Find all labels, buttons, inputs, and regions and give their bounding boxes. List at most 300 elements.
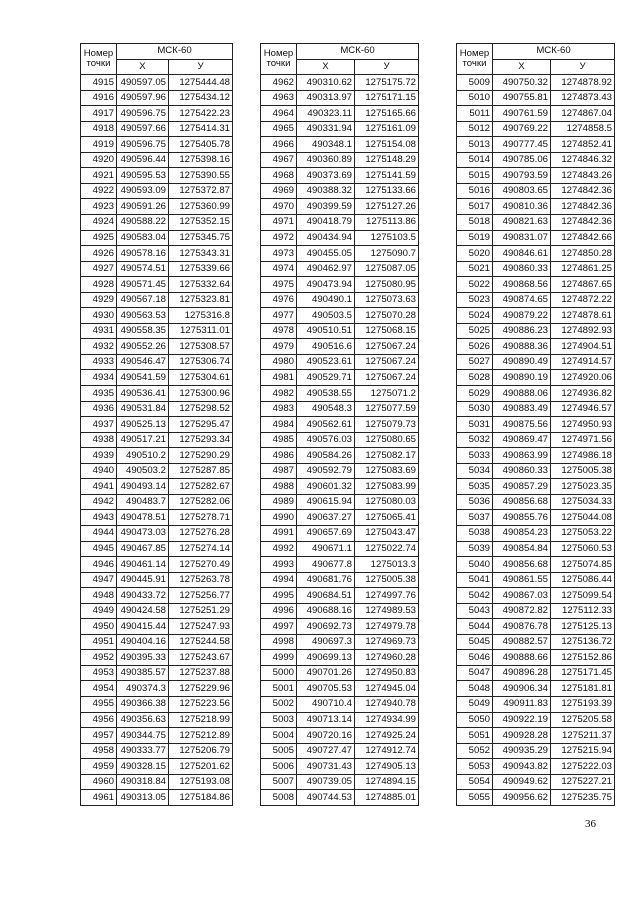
point-number-cell: 5017 <box>457 199 493 215</box>
point-number-cell: 4964 <box>261 106 297 122</box>
point-number-cell: 4972 <box>261 230 297 246</box>
x-coordinate-cell: 490597.66 <box>117 121 169 137</box>
y-coordinate-cell: 1275360.99 <box>169 199 233 215</box>
y-coordinate-cell: 1275390.55 <box>169 168 233 184</box>
y-coordinate-cell: 1275306.74 <box>169 354 233 370</box>
y-coordinate-cell: 1274878.61 <box>551 308 615 324</box>
y-coordinate-cell: 1275212.89 <box>169 728 233 744</box>
table-row <box>261 354 419 370</box>
y-coordinate-cell: 1275205.58 <box>551 712 615 728</box>
x-coordinate-cell: 490872.82 <box>493 603 551 619</box>
x-coordinate-cell: 490385.57 <box>117 665 169 681</box>
y-coordinate-cell: 1275434.12 <box>169 90 233 106</box>
x-coordinate-cell: 490424.58 <box>117 603 169 619</box>
x-coordinate-cell: 490727.47 <box>297 743 355 759</box>
y-coordinate-cell: 1274925.24 <box>355 728 419 744</box>
y-coordinate-cell: 1275372.87 <box>169 183 233 199</box>
table-row <box>457 712 615 728</box>
table-row <box>81 557 233 573</box>
x-coordinate-cell: 490323.11 <box>297 106 355 122</box>
table-row <box>81 183 233 199</box>
x-coordinate-cell: 490875.56 <box>493 417 551 433</box>
table-row <box>457 401 615 417</box>
y-coordinate-cell: 1275251.29 <box>169 603 233 619</box>
y-coordinate-cell: 1275067.24 <box>355 370 419 386</box>
y-coordinate-cell: 1275193.08 <box>169 774 233 790</box>
y-coordinate-cell: 1275175.72 <box>355 75 419 91</box>
y-coordinate-cell: 1274843.26 <box>551 168 615 184</box>
x-coordinate-cell: 490854.23 <box>493 525 551 541</box>
point-number-cell: 5033 <box>457 448 493 464</box>
x-coordinate-cell: 490593.09 <box>117 183 169 199</box>
x-coordinate-cell: 490896.28 <box>493 665 551 681</box>
table-row <box>261 121 419 137</box>
table-row <box>261 650 419 666</box>
point-number-cell: 4958 <box>81 743 117 759</box>
x-coordinate-cell: 490750.32 <box>493 75 551 91</box>
x-coordinate-cell: 490949.62 <box>493 774 551 790</box>
x-coordinate-cell: 490503.5 <box>297 308 355 324</box>
table-row <box>457 696 615 712</box>
table-row <box>457 386 615 402</box>
y-coordinate-cell: 1275270.49 <box>169 557 233 573</box>
x-coordinate-cell: 490529.71 <box>297 370 355 386</box>
point-number-cell: 4951 <box>81 634 117 650</box>
point-number-cell: 5044 <box>457 619 493 635</box>
y-coordinate-cell: 1275193.39 <box>551 696 615 712</box>
y-coordinate-cell: 1274914.57 <box>551 354 615 370</box>
x-coordinate-cell: 490461.14 <box>117 557 169 573</box>
point-number-cell: 5030 <box>457 401 493 417</box>
y-coordinate-cell: 1274861.25 <box>551 261 615 277</box>
table-row <box>457 494 615 510</box>
table-row <box>81 572 233 588</box>
y-coordinate-cell: 1275223.56 <box>169 696 233 712</box>
x-coordinate-cell: 490595.53 <box>117 168 169 184</box>
y-coordinate-cell: 1275211.37 <box>551 728 615 744</box>
table-row <box>81 277 233 293</box>
point-number-cell: 4994 <box>261 572 297 588</box>
table-row <box>81 215 233 231</box>
point-number-cell: 4986 <box>261 448 297 464</box>
x-coordinate-cell: 490548.3 <box>297 401 355 417</box>
x-coordinate-cell: 490455.05 <box>297 246 355 262</box>
point-number-cell: 5010 <box>457 90 493 106</box>
table-row <box>261 712 419 728</box>
point-number-cell: 5013 <box>457 137 493 153</box>
point-number-cell: 5040 <box>457 557 493 573</box>
point-number-cell: 4962 <box>261 75 297 91</box>
table-row <box>457 572 615 588</box>
x-coordinate-cell: 490415.44 <box>117 619 169 635</box>
y-coordinate-cell: 1275053.22 <box>551 525 615 541</box>
point-number-cell: 4943 <box>81 510 117 526</box>
x-coordinate-cell: 490684.51 <box>297 588 355 604</box>
point-number-cell: 4980 <box>261 354 297 370</box>
y-coordinate-cell: 1275304.61 <box>169 370 233 386</box>
point-number-cell: 5029 <box>457 386 493 402</box>
table-row <box>457 75 615 91</box>
y-coordinate-cell: 1275083.69 <box>355 463 419 479</box>
x-coordinate-cell: 490467.85 <box>117 541 169 557</box>
y-coordinate-cell: 1275235.75 <box>551 790 615 806</box>
x-coordinate-cell: 490860.33 <box>493 463 551 479</box>
point-number-cell: 4956 <box>81 712 117 728</box>
y-coordinate-cell: 1274960.28 <box>355 650 419 666</box>
x-coordinate-cell: 490562.61 <box>297 417 355 433</box>
table-row <box>261 75 419 91</box>
table-row <box>261 230 419 246</box>
point-number-cell: 5054 <box>457 774 493 790</box>
x-coordinate-cell: 490888.66 <box>493 650 551 666</box>
table-row <box>81 308 233 324</box>
table-row <box>261 323 419 339</box>
point-number-cell: 5028 <box>457 370 493 386</box>
point-number-cell: 4937 <box>81 417 117 433</box>
point-number-cell: 4970 <box>261 199 297 215</box>
point-number-cell: 5025 <box>457 323 493 339</box>
table-row <box>261 308 419 324</box>
y-coordinate-cell: 1275256.77 <box>169 588 233 604</box>
point-number-cell: 5048 <box>457 681 493 697</box>
point-number-cell: 4934 <box>81 370 117 386</box>
x-coordinate-cell: 490510.51 <box>297 323 355 339</box>
header-point-number <box>261 44 297 75</box>
y-coordinate-cell: 1275022.74 <box>355 541 419 557</box>
table-row <box>81 339 233 355</box>
y-coordinate-cell: 1274892.93 <box>551 323 615 339</box>
point-number-cell: 4923 <box>81 199 117 215</box>
point-number-cell: 4944 <box>81 525 117 541</box>
point-number-cell: 4987 <box>261 463 297 479</box>
x-coordinate-cell: 490313.97 <box>297 90 355 106</box>
x-coordinate-cell: 490525.13 <box>117 417 169 433</box>
point-number-cell: 4991 <box>261 525 297 541</box>
x-coordinate-cell: 490803.65 <box>493 183 551 199</box>
y-coordinate-cell: 1275127.26 <box>355 199 419 215</box>
y-coordinate-cell: 1275295.47 <box>169 417 233 433</box>
table-row <box>261 696 419 712</box>
table-row <box>261 634 419 650</box>
y-coordinate-cell: 1275352.15 <box>169 215 233 231</box>
y-coordinate-cell: 1275086.44 <box>551 572 615 588</box>
y-coordinate-cell: 1274872.22 <box>551 292 615 308</box>
x-coordinate-cell: 490883.49 <box>493 401 551 417</box>
table-row <box>261 681 419 697</box>
table-row <box>261 448 419 464</box>
y-coordinate-cell: 1274858.5 <box>551 121 615 137</box>
table-row <box>81 199 233 215</box>
x-coordinate-cell: 490597.05 <box>117 75 169 91</box>
table-row <box>81 75 233 91</box>
x-coordinate-cell: 490591.26 <box>117 199 169 215</box>
x-coordinate-cell: 490517.21 <box>117 432 169 448</box>
x-coordinate-cell: 490574.51 <box>117 261 169 277</box>
y-coordinate-cell: 1275034.33 <box>551 494 615 510</box>
point-number-cell: 4930 <box>81 308 117 324</box>
y-coordinate-cell: 1275080.95 <box>355 277 419 293</box>
point-number-cell: 4924 <box>81 215 117 231</box>
x-coordinate-cell: 490857.29 <box>493 479 551 495</box>
y-coordinate-cell: 1275043.47 <box>355 525 419 541</box>
x-coordinate-cell: 490831.07 <box>493 230 551 246</box>
point-number-cell: 5034 <box>457 463 493 479</box>
y-coordinate-cell: 1274850.28 <box>551 246 615 262</box>
y-coordinate-cell: 1274904.51 <box>551 339 615 355</box>
point-number-cell: 4925 <box>81 230 117 246</box>
point-number-cell: 4995 <box>261 588 297 604</box>
point-number-cell: 4968 <box>261 168 297 184</box>
x-coordinate-cell: 490433.72 <box>117 588 169 604</box>
point-number-cell: 5049 <box>457 696 493 712</box>
y-coordinate-cell: 1275077.59 <box>355 401 419 417</box>
table-row <box>81 432 233 448</box>
point-number-cell: 5020 <box>457 246 493 262</box>
x-coordinate-cell: 490596.75 <box>117 137 169 153</box>
coordinates-table-3 <box>456 43 615 806</box>
x-coordinate-cell: 490928.28 <box>493 728 551 744</box>
x-coordinate-cell: 490856.68 <box>493 557 551 573</box>
point-number-cell: 4993 <box>261 557 297 573</box>
x-coordinate-cell: 490854.84 <box>493 541 551 557</box>
table-row <box>81 261 233 277</box>
y-coordinate-cell: 1274997.76 <box>355 588 419 604</box>
table-row <box>81 168 233 184</box>
header-point-label: точки <box>266 58 291 70</box>
y-coordinate-cell: 1275112.33 <box>551 603 615 619</box>
header-number-label: Номер <box>83 48 114 60</box>
x-coordinate-cell: 490310.62 <box>297 75 355 91</box>
point-number-cell: 4973 <box>261 246 297 262</box>
coordinates-table-1 <box>80 43 233 806</box>
x-coordinate-cell: 490473.03 <box>117 525 169 541</box>
table-row <box>457 199 615 215</box>
y-coordinate-cell: 1275152.86 <box>551 650 615 666</box>
y-coordinate-cell: 1275300.96 <box>169 386 233 402</box>
y-coordinate-cell: 1275243.67 <box>169 650 233 666</box>
table-row <box>457 308 615 324</box>
y-coordinate-cell: 1275222.03 <box>551 759 615 775</box>
x-coordinate-cell: 490395.33 <box>117 650 169 666</box>
table-row <box>81 370 233 386</box>
point-number-cell: 5035 <box>457 479 493 495</box>
y-coordinate-cell: 1275133.66 <box>355 183 419 199</box>
y-coordinate-cell: 1275083.99 <box>355 479 419 495</box>
table-row <box>457 432 615 448</box>
point-number-cell: 5045 <box>457 634 493 650</box>
x-coordinate-cell: 490810.36 <box>493 199 551 215</box>
table-row <box>81 696 233 712</box>
y-coordinate-cell: 1274989.53 <box>355 603 419 619</box>
table-row <box>457 261 615 277</box>
x-coordinate-cell: 490373.69 <box>297 168 355 184</box>
y-coordinate-cell: 1274867.04 <box>551 106 615 122</box>
point-number-cell: 5042 <box>457 588 493 604</box>
table-row <box>457 759 615 775</box>
table-row <box>81 619 233 635</box>
table-row <box>261 277 419 293</box>
x-coordinate-cell: 490868.56 <box>493 277 551 293</box>
y-coordinate-cell: 1274969.73 <box>355 634 419 650</box>
table-row <box>457 603 615 619</box>
point-number-cell: 4922 <box>81 183 117 199</box>
point-number-cell: 4928 <box>81 277 117 293</box>
y-coordinate-cell: 1275071.2 <box>355 386 419 402</box>
x-coordinate-cell: 490879.22 <box>493 308 551 324</box>
table-row <box>81 712 233 728</box>
table-row <box>81 790 233 806</box>
point-number-cell: 5014 <box>457 152 493 168</box>
point-number-cell: 4977 <box>261 308 297 324</box>
x-coordinate-cell: 490692.73 <box>297 619 355 635</box>
point-number-cell: 5050 <box>457 712 493 728</box>
y-coordinate-cell: 1275414.31 <box>169 121 233 137</box>
table-row <box>261 168 419 184</box>
point-number-cell: 4926 <box>81 246 117 262</box>
y-coordinate-cell: 1274936.82 <box>551 386 615 402</box>
x-coordinate-cell: 490601.32 <box>297 479 355 495</box>
x-coordinate-cell: 490688.16 <box>297 603 355 619</box>
header-coordinate-system: МСК-60 <box>117 44 233 60</box>
x-coordinate-cell: 490935.29 <box>493 743 551 759</box>
table-row <box>261 432 419 448</box>
x-coordinate-cell: 490576.03 <box>297 432 355 448</box>
x-coordinate-cell: 490855.76 <box>493 510 551 526</box>
header-coordinate-system: МСК-60 <box>297 44 419 60</box>
point-number-cell: 5053 <box>457 759 493 775</box>
x-coordinate-cell: 490882.57 <box>493 634 551 650</box>
table-row <box>457 292 615 308</box>
x-coordinate-cell: 490657.69 <box>297 525 355 541</box>
y-coordinate-cell: 1275013.3 <box>355 557 419 573</box>
table-row <box>457 510 615 526</box>
x-coordinate-cell: 490356.63 <box>117 712 169 728</box>
y-coordinate-cell: 1274852.41 <box>551 137 615 153</box>
point-number-cell: 5026 <box>457 339 493 355</box>
point-number-cell: 5023 <box>457 292 493 308</box>
x-coordinate-cell: 490956.62 <box>493 790 551 806</box>
y-coordinate-cell: 1274842.36 <box>551 183 615 199</box>
table-row <box>457 323 615 339</box>
x-coordinate-cell: 490523.61 <box>297 354 355 370</box>
x-coordinate-cell: 490888.36 <box>493 339 551 355</box>
point-number-cell: 5055 <box>457 790 493 806</box>
x-coordinate-cell: 490567.18 <box>117 292 169 308</box>
page-number: 36 <box>585 818 596 830</box>
table-row <box>261 557 419 573</box>
point-number-cell: 4963 <box>261 90 297 106</box>
y-coordinate-cell: 1275282.67 <box>169 479 233 495</box>
table-row <box>81 448 233 464</box>
table-row <box>261 525 419 541</box>
point-number-cell: 4947 <box>81 572 117 588</box>
point-number-cell: 4931 <box>81 323 117 339</box>
x-coordinate-cell: 490922.19 <box>493 712 551 728</box>
point-number-cell: 5016 <box>457 183 493 199</box>
table-row <box>457 463 615 479</box>
x-coordinate-cell: 490360.89 <box>297 152 355 168</box>
table-row <box>457 90 615 106</box>
table-row <box>261 463 419 479</box>
point-number-cell: 4921 <box>81 168 117 184</box>
coordinates-table-2 <box>260 43 419 806</box>
x-coordinate-cell: 490546.47 <box>117 354 169 370</box>
y-coordinate-cell: 1274894.15 <box>355 774 419 790</box>
table-row <box>81 386 233 402</box>
table-row <box>457 354 615 370</box>
point-number-cell: 4917 <box>81 106 117 122</box>
table-row <box>261 261 419 277</box>
table-row <box>261 510 419 526</box>
point-number-cell: 4983 <box>261 401 297 417</box>
table-row <box>457 650 615 666</box>
point-number-cell: 5012 <box>457 121 493 137</box>
x-coordinate-cell: 490701.26 <box>297 665 355 681</box>
table-row <box>81 246 233 262</box>
y-coordinate-cell: 1275136.72 <box>551 634 615 650</box>
x-coordinate-cell: 490478.51 <box>117 510 169 526</box>
point-number-cell: 5046 <box>457 650 493 666</box>
point-number-cell: 5036 <box>457 494 493 510</box>
y-coordinate-cell: 1275276.28 <box>169 525 233 541</box>
table-row <box>81 743 233 759</box>
x-coordinate-cell: 490483.7 <box>117 494 169 510</box>
table-row <box>457 246 615 262</box>
table-row <box>81 525 233 541</box>
y-coordinate-cell: 1275079.73 <box>355 417 419 433</box>
x-coordinate-cell: 490890.19 <box>493 370 551 386</box>
x-coordinate-cell: 490516.6 <box>297 339 355 355</box>
point-number-cell: 4998 <box>261 634 297 650</box>
table-row <box>457 183 615 199</box>
point-number-cell: 4949 <box>81 603 117 619</box>
table-row <box>457 121 615 137</box>
table-row <box>457 137 615 153</box>
y-coordinate-cell: 1275345.75 <box>169 230 233 246</box>
y-coordinate-cell: 1275161.09 <box>355 121 419 137</box>
y-coordinate-cell: 1274842.36 <box>551 199 615 215</box>
x-coordinate-cell: 490874.65 <box>493 292 551 308</box>
y-coordinate-cell: 1275068.15 <box>355 323 419 339</box>
table-row <box>81 494 233 510</box>
y-coordinate-cell: 1275023.35 <box>551 479 615 495</box>
y-coordinate-cell: 1275332.64 <box>169 277 233 293</box>
point-number-cell: 5011 <box>457 106 493 122</box>
x-coordinate-cell: 490705.53 <box>297 681 355 697</box>
table-row <box>457 417 615 433</box>
y-coordinate-cell: 1275244.58 <box>169 634 233 650</box>
point-number-cell: 5041 <box>457 572 493 588</box>
table-row <box>457 168 615 184</box>
y-coordinate-cell: 1275229.96 <box>169 681 233 697</box>
table-row <box>81 354 233 370</box>
x-coordinate-cell: 490681.76 <box>297 572 355 588</box>
point-number-cell: 4935 <box>81 386 117 402</box>
table-row <box>261 417 419 433</box>
y-coordinate-cell: 1275044.08 <box>551 510 615 526</box>
x-coordinate-cell: 490821.63 <box>493 215 551 231</box>
x-coordinate-cell: 490399.59 <box>297 199 355 215</box>
point-number-cell: 4920 <box>81 152 117 168</box>
x-coordinate-cell: 490793.59 <box>493 168 551 184</box>
x-coordinate-cell: 490888.06 <box>493 386 551 402</box>
point-number-cell: 5031 <box>457 417 493 433</box>
y-coordinate-cell: 1274905.13 <box>355 759 419 775</box>
table-row <box>261 759 419 775</box>
x-coordinate-cell: 490434.94 <box>297 230 355 246</box>
y-coordinate-cell: 1274950.93 <box>551 417 615 433</box>
y-coordinate-cell: 1275067.24 <box>355 339 419 355</box>
